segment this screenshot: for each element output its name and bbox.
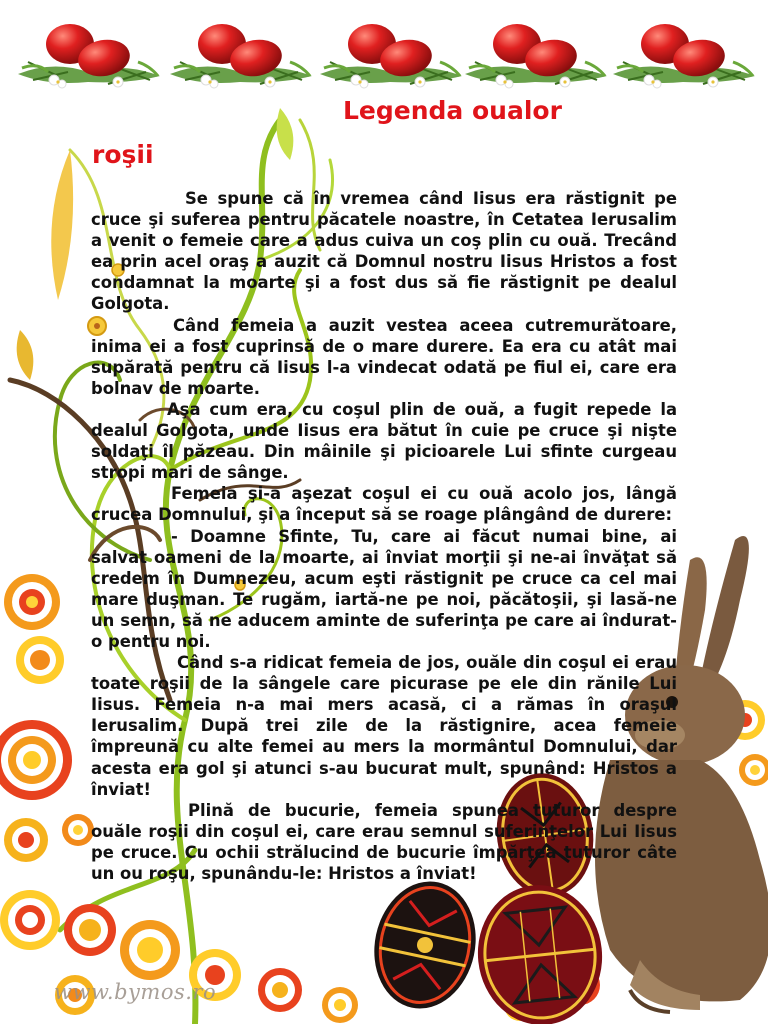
paragraph-1: Se spune că în vremea când Iisus era răstignit pe cruce şi suferea pentru păcatele noastre, în Cetatea Ierusalim a venit o femeie care a adus cuiva un coş plin cu ouă. Trecând ea prin acel oraş a auzit că Domnul nostru Iisus Hristos a fost condamnat la moarte şi a fost dus să fie răstignit pe dealul Golgota. (91, 189, 677, 314)
paragraph-4: Femeia şi-a aşezat coşul ei cu ouă acolo jos, lângă crucea Domnului, şi a început să se roage plângând de durere: (91, 484, 677, 525)
title-line-2: roşii (92, 140, 154, 169)
paragraph-2: Când femeia a auzit vestea aceea cutremurătoare, inima ei a fost cuprinsă de o mare durere. Ea era cu atât mai supărată pentru că Iisus l-a vindecat odată pe fiul ei, care era bolnav de moarte. (91, 315, 677, 398)
paragraph-6: Când s-a ridicat femeia de jos, ouăle din coşul ei erau toate roşii de la sângele care picurase pe ele din rănile Lui Iisus. Femeia n-a mai mers acasă, ci a rămas în oraşul Ierusalim. După trei zile de la răstignire, acea femeie împreună cu alte femei au mers la mormântul Domnului, dar acesta era gol şi atunci s-au bucurat mult, spunând: Hristos a înviat! (91, 653, 677, 799)
website-watermark: www.bymos.ro (54, 980, 217, 1004)
story-text (91, 188, 677, 884)
paragraph-5: - Doamne Sfinte, Tu, care ai făcut numai bine, ai salvat oameni de la moarte, ai înviat morţii şi ne-ai învăţat să credem în Dumnezeu, acum eşti răstignit pe cruce ca cel mai mare duşman. Te rugăm, iartă-ne pe noi, păcătoşii, şi lasă-ne un semn, să ne aducem aminte de suferinţa pe care ai îndurat-o pentru noi. (91, 526, 677, 651)
paragraph-3: Aşa cum era, cu coşul plin de ouă, a fugit repede la dealul Golgota, unde Iisus era bătut în cuie pe cruce şi nişte soldaţi îl păzeau. Din mâinile şi picioarele Lui sfinte curgeau stropi mari de sânge. (91, 399, 677, 483)
paragraph-7: Plină de bucurie, femeia spunea tuturor despre ouăle roşii din coşul ei, care erau semnul suferinţelor Lui Iisus pe cruce. Cu ochii strălucind de bucurie împărţea tuturor câte un ou roşu, spunându-le: Hristos a înviat! (91, 800, 677, 883)
title-line-1: Legenda oualor (343, 96, 562, 125)
